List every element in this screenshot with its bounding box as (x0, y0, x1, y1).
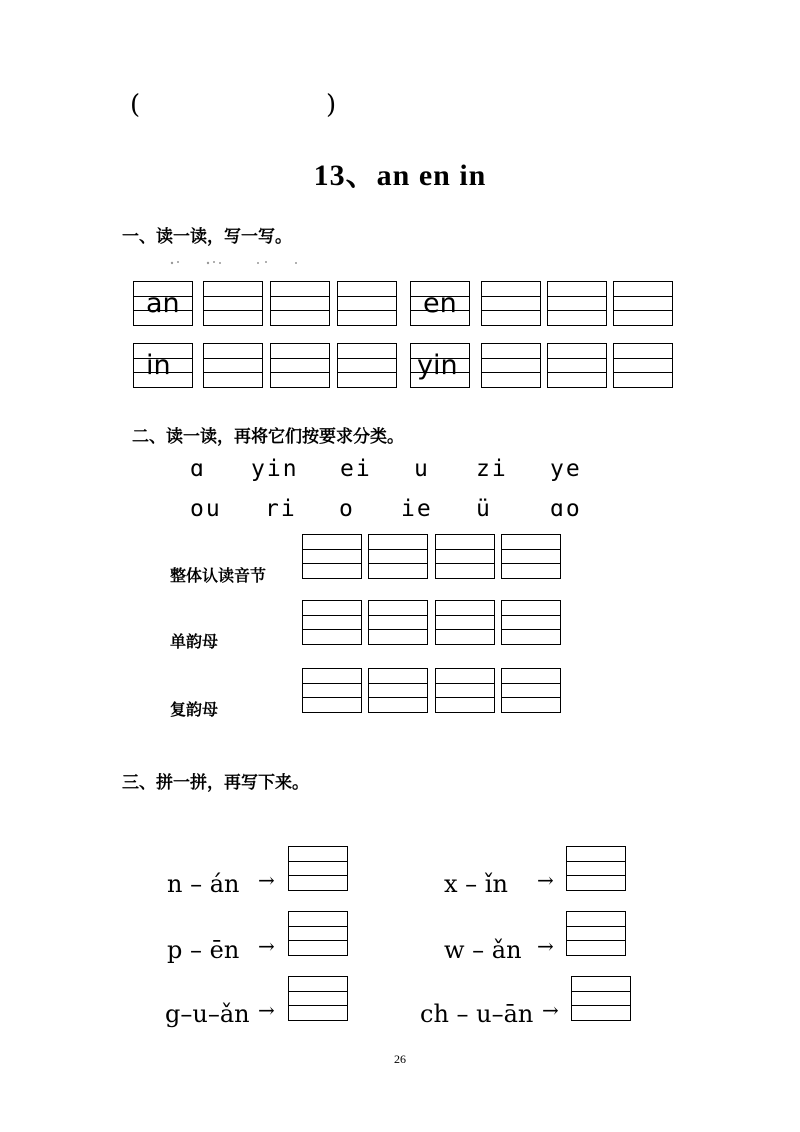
writing-grid[interactable] (270, 343, 330, 388)
writing-grid[interactable] (368, 600, 428, 645)
writing-grid[interactable] (501, 534, 561, 579)
category-label-compound-final: 复韵母 (170, 700, 219, 719)
example-en: en (423, 288, 457, 319)
syllable: ie (401, 496, 433, 522)
answer-grid[interactable] (288, 976, 348, 1021)
answer-grid[interactable] (571, 976, 631, 1021)
example-in: in (146, 350, 171, 381)
syllable: ri (265, 496, 297, 522)
writing-grid[interactable] (481, 343, 541, 388)
arrow-right-icon: → (258, 934, 275, 958)
syllable: u (414, 456, 430, 482)
answer-grid[interactable] (566, 846, 626, 891)
category-label-single-final: 单韵母 (170, 632, 219, 651)
arrow-right-icon: → (542, 998, 559, 1022)
writing-grid[interactable] (501, 600, 561, 645)
writing-grid[interactable] (302, 600, 362, 645)
syllable: ye (550, 456, 582, 482)
arrow-right-icon: → (537, 934, 554, 958)
syllable: yin (251, 456, 299, 482)
writing-grid[interactable] (337, 343, 397, 388)
syllable: ou (190, 496, 222, 522)
writing-grid[interactable] (368, 668, 428, 713)
spelling-equation: ch – u–ān (420, 1000, 534, 1028)
spelling-equation: g–u–ǎn (165, 1000, 250, 1028)
section3-heading: 三、拼一拼，再写下来。 (122, 773, 309, 793)
writing-grid[interactable] (270, 281, 330, 326)
writing-grid-example (410, 281, 470, 326)
writing-grid[interactable] (613, 281, 673, 326)
answer-grid[interactable] (288, 846, 348, 891)
syllable: zi (476, 456, 508, 482)
arrow-right-icon: → (258, 998, 275, 1022)
writing-grid-example (133, 281, 193, 326)
example-yin: yin (417, 350, 458, 381)
section2-heading: 二、读一读，再将它们按要求分类。 (132, 427, 404, 447)
syllable: ü (476, 496, 492, 522)
writing-grid[interactable] (203, 343, 263, 388)
arrow-right-icon: → (537, 868, 554, 892)
open-paren: ( (130, 90, 141, 120)
writing-grid[interactable] (435, 668, 495, 713)
writing-grid[interactable] (435, 534, 495, 579)
spelling-equation: w – ǎn (444, 936, 522, 964)
page-number: 26 (394, 1052, 406, 1066)
writing-grid[interactable] (337, 281, 397, 326)
writing-grid-example (133, 343, 193, 388)
category-label-whole-syllable: 整体认读音节 (170, 566, 267, 585)
writing-grid[interactable] (547, 343, 607, 388)
close-paren: ) (326, 90, 337, 120)
spelling-equation: p – ēn (167, 936, 240, 964)
page-title: 13、an en in (313, 159, 487, 192)
writing-grid[interactable] (302, 534, 362, 579)
writing-grid[interactable] (368, 534, 428, 579)
writing-grid[interactable] (481, 281, 541, 326)
writing-grid[interactable] (203, 281, 263, 326)
syllable: ei (340, 456, 372, 482)
writing-grid[interactable] (501, 668, 561, 713)
syllable: ɑo (550, 496, 582, 522)
faint-scan-marks (168, 260, 308, 268)
syllable: ɑ (190, 456, 206, 482)
arrow-right-icon: → (258, 868, 275, 892)
example-an: an (146, 288, 180, 319)
answer-grid[interactable] (288, 911, 348, 956)
section1-heading: 一、读一读，写一写。 (122, 227, 292, 247)
writing-grid[interactable] (547, 281, 607, 326)
spelling-equation: x – ǐn (444, 870, 508, 898)
syllable: o (339, 496, 355, 522)
answer-grid[interactable] (566, 911, 626, 956)
writing-grid[interactable] (435, 600, 495, 645)
writing-grid[interactable] (302, 668, 362, 713)
spelling-equation: n – án (167, 870, 240, 898)
writing-grid-example (410, 343, 470, 388)
writing-grid[interactable] (613, 343, 673, 388)
